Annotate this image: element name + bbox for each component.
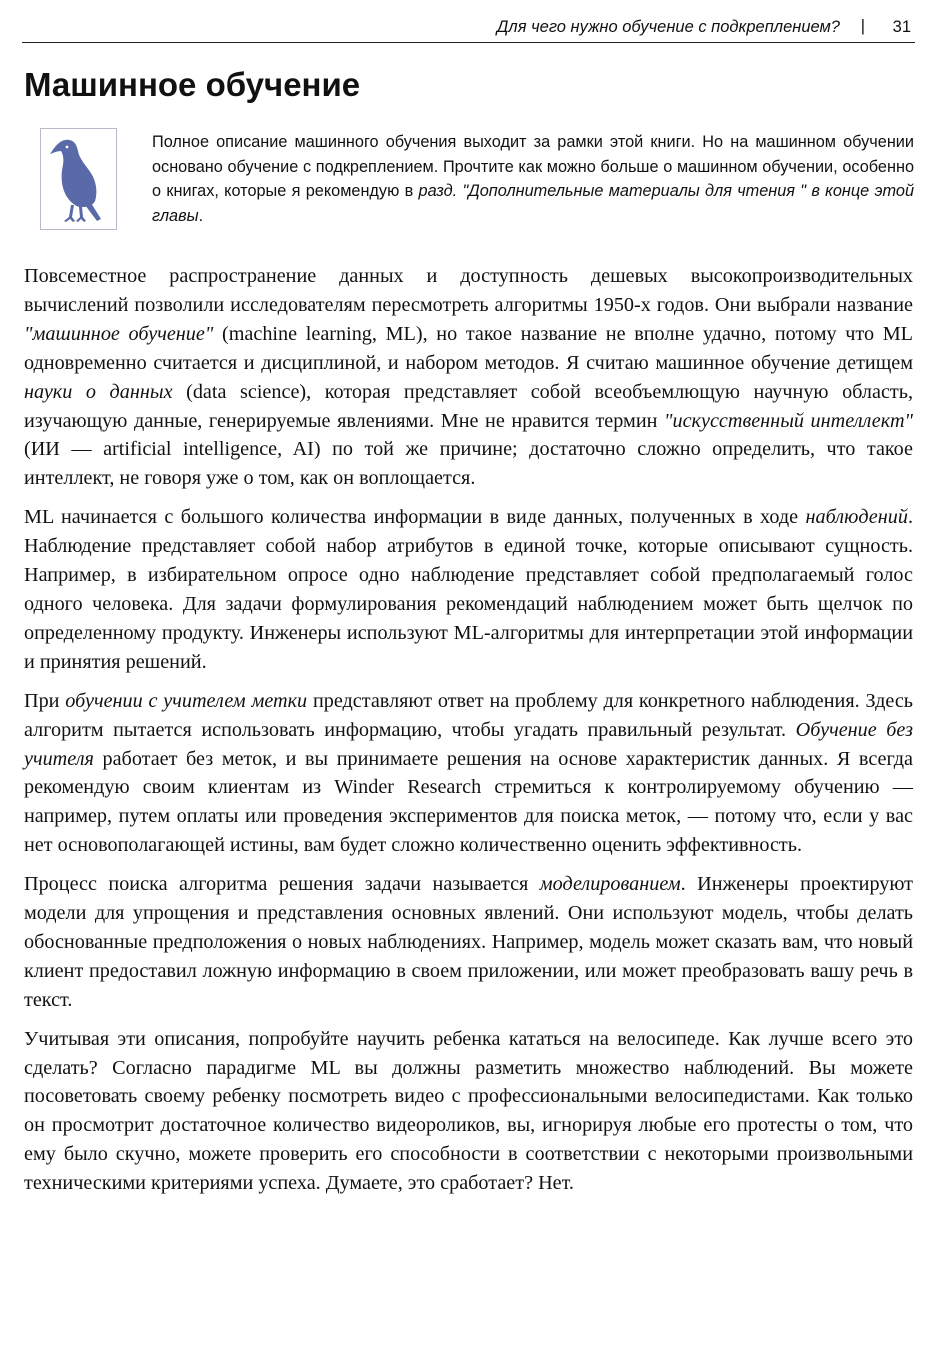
section-title: Машинное обучение xyxy=(24,66,361,103)
running-title: Для чего нужно обучение с подкреплением? xyxy=(496,18,840,36)
paragraph: ML начинается с большого количества информации в виде данных, полученных в ходе наблюдений. Наблюдение представляет собой набор атрибутов в единой точке, которые описывают сущность. Например, в избирательном опросе одно наблюдение представляет собой предполагаемый голос одного человека. Для задачи формулирования рекомендаций наблюдением может быть щелчок по определенному продукту. Инженеры используют ML-алгоритмы для интерпретации этой информации и принятия решений. xyxy=(24,506,913,673)
page-number: 31 xyxy=(892,18,911,36)
note-text: Полное описание машинного обучения выходит за рамки этой книги. Но на машинном обучении основано обучение с подкреплением. Прочтите как можно больше о машинном обучении, особенно о книгах, которые я рекомендую в разд. "Дополнительные материалы для чтения " в конце этой главы. xyxy=(152,133,914,225)
bird-icon xyxy=(45,133,112,225)
paragraph: Учитывая эти описания, попробуйте научить ребенка кататься на велосипеде. Как лучше всего это сделать? Согласно парадигме ML вы должны разметить множество наблюдений. Вы можете посоветовать своему ребенку посмотреть видео с профессиональными велосипедистами. Как только он просмотрит достаточное количество видеороликов, вы, игнорируя любые его протесты о том, что ему было скучно, можете проверить его способности в соответствии с некоторыми произвольными техническими критериями успеха. Думаете, это сработает? Нет. xyxy=(24,1027,913,1195)
body-text xyxy=(24,262,913,1208)
running-header xyxy=(22,12,915,43)
bird-icon-frame xyxy=(40,128,117,230)
paragraph: При обучении с учителем метки представляют ответ на проблему для конкретного наблюдения. Здесь алгоритм пытается использовать информацию, чтобы угадать правильный результат. Обучение без учителя работает без меток, и вы принимаете решения на основе характеристик данных. Я всегда рекомендую своим клиентам из Winder Research стремиться к контролируемому обучению — например, путем оплаты или проведения экспериментов для поиска меток, — потому что, если у вас нет основополагающей истины, вам будет сложно количественно оценить эффективность. xyxy=(24,689,913,857)
paragraph: Процесс поиска алгоритма решения задачи называется моделированием. Инженеры проектируют модели для упрощения и представления основных явлений. Они используют модель, чтобы делать обоснованные предположения о новых наблюдениях. Например, модель может сказать вам, что новый клиент предоставил ложную информацию в своем приложении, или может преобразовать вашу речь в текст. xyxy=(24,873,913,1011)
note-box xyxy=(40,124,915,240)
header-separator: | xyxy=(860,17,865,35)
paragraph: Повсеместное распространение данных и доступность дешевых высокопроизводительных вычислений позволили исследователям пересмотреть алгоритмы 1950-х годов. Они выбрали название "машинное обучение" (machine learning, ML), но такое название не вполне удачно, потому что ML одновременно считается и дисциплиной, и набором методов. Я считаю машинное обучение детищем науки о данных (data science), которая представляет собой всеобъемлющую научную область, изучающую данные, генерируемые явлениями. Мне не нравится термин "искусственный интеллект" (ИИ — artificial intelligence, AI) по той же причине; достаточно сложно определить, что такое интеллект, не говоря уже о том, как он воплощается. xyxy=(24,265,913,490)
